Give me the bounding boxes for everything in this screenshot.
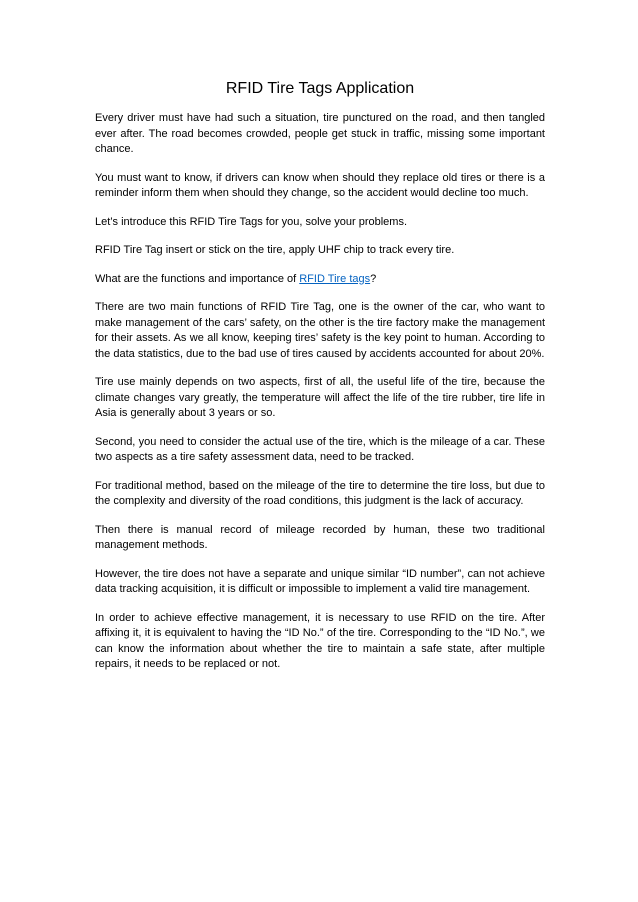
paragraph-traditional-method: For traditional method, based on the mileage of the tire to determine the tire loss, but due to the complexity and diversity of the road conditions, this judgment is the lack of accuracy. <box>95 479 545 507</box>
rfid-tire-tags-link[interactable]: RFID Tire tags <box>299 272 371 285</box>
paragraph-functions-question <box>95 272 545 288</box>
paragraph-two-main-functions: There are two main functions of RFID Tire Tag, one is the owner of the car, who want to make management of the cars’ safety, on the other is the tire factory make the management for their assets. As we all know, keeping tires’ safety is the key point to human. According to the data statistics, due to the bad use of tires caused by accidents accounted for about 20%. <box>95 301 545 360</box>
paragraph-insert-or-stick: RFID Tire Tag insert or stick on the tire, apply UHF chip to track every tire. <box>95 244 455 256</box>
paragraph-manual-record: Then there is manual record of mileage recorded by human, these two traditional management methods. <box>95 523 545 551</box>
paragraph-lets-introduce: Let’s introduce this RFID Tire Tags for you, solve your problems. <box>95 215 408 228</box>
paragraph-id-number: However, the tire does not have a separate and unique similar “ID number”, can not achieve data tracking acquisition, it is difficult or impossible to implement a valid tire management. <box>95 567 545 595</box>
paragraph-text-before-link: What are the functions and importance of <box>95 272 300 285</box>
paragraph-intro-situation: Every driver must have had such a situation, tire punctured on the road, and then tangled ever after. The road becomes crowded, people get stuck in traffic, missing some important chance. <box>95 112 545 155</box>
paragraph-tire-use-aspects: Tire use mainly depends on two aspects, first of all, the useful life of the tire, because the climate changes vary greatly, the temperature will affect the life of the tire rubber, tire life in Asia is generally about 3 years or so. <box>95 376 545 419</box>
paragraph-want-to-know: You must want to know, if drivers can know when should they replace old tires or there is a reminder inform them when should they change, so the accident would decline too much. <box>95 171 545 199</box>
paragraph-actual-use: Second, you need to consider the actual use of the tire, which is the mileage of a car. These two aspects as a tire safety assessment data, need to be tracked. <box>95 435 545 463</box>
paragraph-text-after-link: ? <box>370 272 377 285</box>
page-title: RFID Tire Tags Application <box>225 80 415 97</box>
paragraph-effective-management: In order to achieve effective management, it is necessary to use RFID on the tire. After affixing it, it is equivalent to having the “ID No.” of the tire. Corresponding to the “ID No.”, we can know the information about whether the tire to maintain a safe state, after multiple repairs, it needs to be replaced or not. <box>95 611 545 670</box>
